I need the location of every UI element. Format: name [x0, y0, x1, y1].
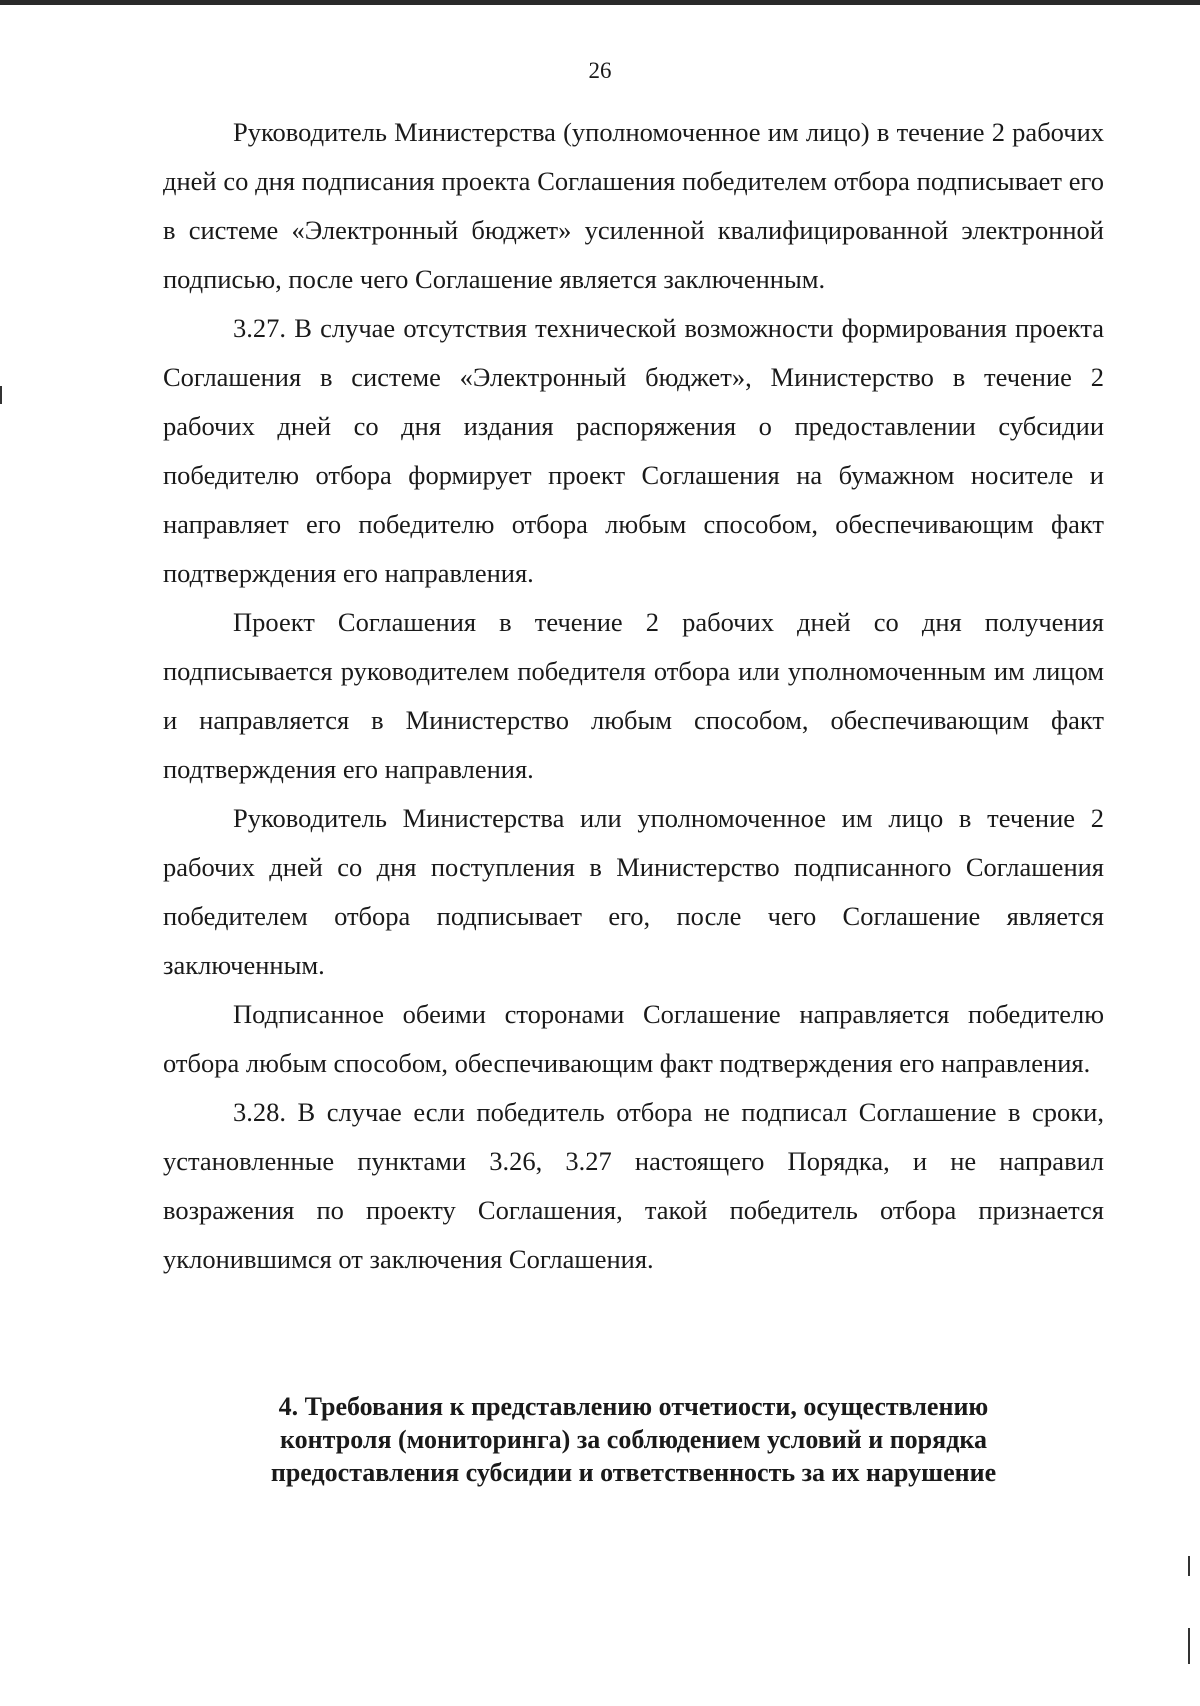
scan-right-edge-mark [1188, 1556, 1190, 1576]
section-heading-line: контроля (мониторинга) за соблюдением условий и порядка [280, 1425, 987, 1454]
document-body [163, 108, 1104, 1284]
paragraph: Руководитель Министерства или уполномоченное им лицо в течение 2 рабочих дней со дня поступления в Министерство подписанного Соглашения победителем отбора подписывает его, после чего Соглашение является заключенным. [163, 803, 1104, 980]
section-heading [163, 1390, 1104, 1489]
section-heading-line: предоставления субсидии и ответственность за их нарушение [270, 1458, 997, 1487]
section-heading-line: 4. Требования к представлению отчетиости, осуществлению [278, 1392, 989, 1421]
scan-left-edge-mark [0, 386, 2, 404]
scan-top-edge [0, 0, 1200, 5]
scan-right-edge-mark [1188, 1628, 1190, 1664]
paragraph: Подписанное обеими сторонами Соглашение направляется победителю отбора любым способом, обеспечивающим факт подтверждения его направления. [163, 999, 1104, 1078]
paragraph: 3.27. В случае отсутствия технической возможности формирования проекта Соглашения в системе «Электронный бюджет», Министерство в течение 2 рабочих дней со дня издания распоряжения о предоставлении субсидии победителю отбора формирует проект Соглашения на бумажном носителе и направляет его победителю отбора любым способом, обеспечивающим факт подтверждения его направления. [163, 313, 1104, 588]
paragraph: 3.28. В случае если победитель отбора не подписал Соглашение в сроки, установленные пунктами 3.26, 3.27 настоящего Порядка, и не направил возражения по проекту Соглашения, такой победитель отбора признается уклонившимся от заключения Соглашения. [163, 1097, 1104, 1274]
paragraph: Руководитель Министерства (уполномоченное им лицо) в течение 2 рабочих дней со дня подписания проекта Соглашения победителем отбора подписывает его в системе «Электронный бюджет» усиленной квалифицированной электронной подписью, после чего Соглашение является заключенным. [163, 117, 1104, 294]
page-number: 26 [588, 58, 612, 83]
paragraph: Проект Соглашения в течение 2 рабочих дней со дня получения подписывается руководителем победителя отбора или уполномоченным им лицом и направляется в Министерство любым способом, обеспечивающим факт подтверждения его направления. [163, 607, 1104, 784]
